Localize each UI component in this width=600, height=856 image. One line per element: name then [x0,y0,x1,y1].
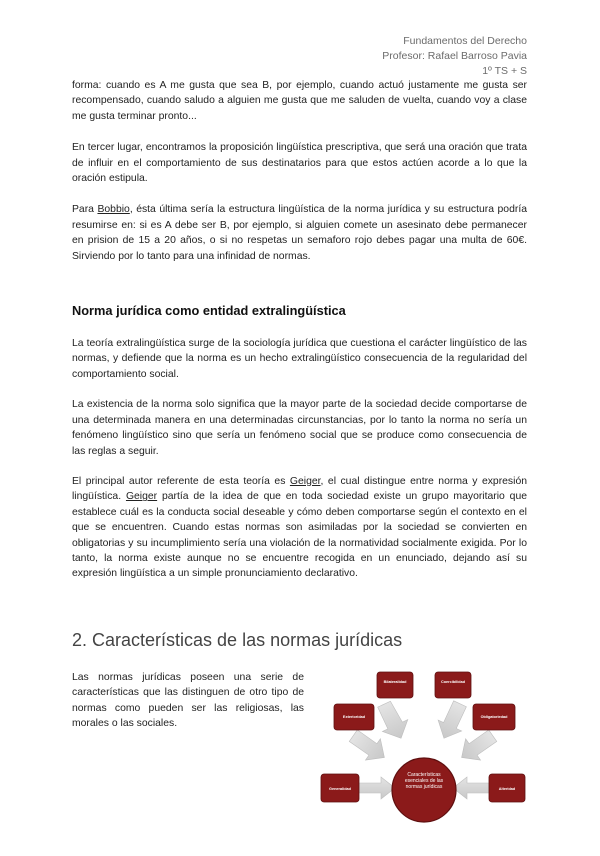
paragraph-geiger: El principal autor referente de esta teoría es Geiger, el cual distingue entre norma y expresión lingüística. Geiger partía de la idea de que en toda sociedad existe un grupo mayoritario que establece cuál es la conducta social deseable y cómo deben comportarse según el contexto en el que se encuentren. Cuando estas normas son asimiladas por la sociedad se convierten en obligatorias y su incumplimiento sería una violación de la normatividad socialmente exigida. Por lo tanto, la norma existe aunque no se encuentre recogida en un enunciado, dejando así su expresión lingüística a un simple pronunciamiento declarativo. [72,475,528,580]
diagram-svg [319,666,529,856]
paragraph-bobbio: Para Bobbio, ésta última sería la estructura lingüística de la norma jurídica y su estructura podría resumirse en: si es A debe ser B, por ejemplo, si alguien comete un asesinato debe permanecer en prision de 15 a 20 años, o si no respetas un semaforo rojo debes pagar una multa de 60€. Sirviendo por lo tanto para una infinidad de normas. [72,204,527,262]
node-label-obligatoriedad: Obligatoriedad [480,714,508,719]
characteristics-diagram [319,666,529,856]
paragraph-characteristics-intro: Las normas jurídicas poseen una serie de características que las distinguen de otro tipo de normas como pueden ser las religiosas, las morales o las sociales. [72,671,304,729]
node-coercibilidad [435,672,471,698]
paragraph-norm-existence: La existencia de la norma solo significa que la mayor parte de la sociedad decide comportarse de una determinada manera en una determinadas circunstancias, por lo tanto la norma no sería un fenómeno lingüístico sino que sería un fenómeno social que se produce como consecuencia de las reglas a seguir. [72,399,527,457]
arrow-coercibilidad [432,698,472,743]
center-label: Características esenciales de las normas jurídicas [404,771,444,790]
group-label: 1º TS + S [482,65,527,77]
arrow-bilateralidad [372,698,413,744]
characteristics-section [72,670,527,840]
node-label-exterioridad: Exterioridad [342,714,366,719]
page-header [382,34,527,79]
paragraph-prescriptive: En tercer lugar, encontramos la proposición lingüística prescriptiva, que será una oración que trata de influir en el comportamiento de sus destinatarios para que estos actúen acorde a lo que la oración estipula. [72,142,527,185]
chapter-heading: 2. Características de las normas jurídicas [72,629,403,650]
node-label-generalidad: Generalidad [329,786,351,791]
paragraph-descriptive-example: forma: cuando es A me gusta que sea B, por ejemplo, cuando actuó justamente me gusta ser recompensado, cuando saludo a alguien me gusta que me saluden de vuelta, cuando voy a clase me gusta terminar pronto... [72,80,527,122]
author-link-geiger[interactable]: Geiger [289,475,321,487]
node-label-alteridad: Alteridad [498,786,516,791]
section-heading: Norma jurídica como entidad extralingüística [72,303,346,319]
arrow-generalidad [359,777,395,799]
author-link-geiger-2[interactable]: Geiger [125,491,158,503]
arrow-alteridad [453,777,489,799]
paragraph-extralinguistic-theory: La teoría extralingüística surge de la sociología jurídica que cuestiona el carácter lingüístico de las normas, y defiende que la norma es un hecho extralingüístico consecuencia de la regularidad del comportamiento social. [72,338,527,380]
node-bilateralidad [377,672,413,698]
document-body [72,78,527,840]
node-label-coercibilidad: Coercibilidad [440,679,466,684]
node-label-bilateralidad: Bilateralidad [383,679,407,684]
author-link-bobbio[interactable]: Bobbio [97,204,130,216]
professor-name: Profesor: Rafael Barroso Pavia [382,50,527,62]
course-title: Fundamentos del Derecho [403,35,527,47]
